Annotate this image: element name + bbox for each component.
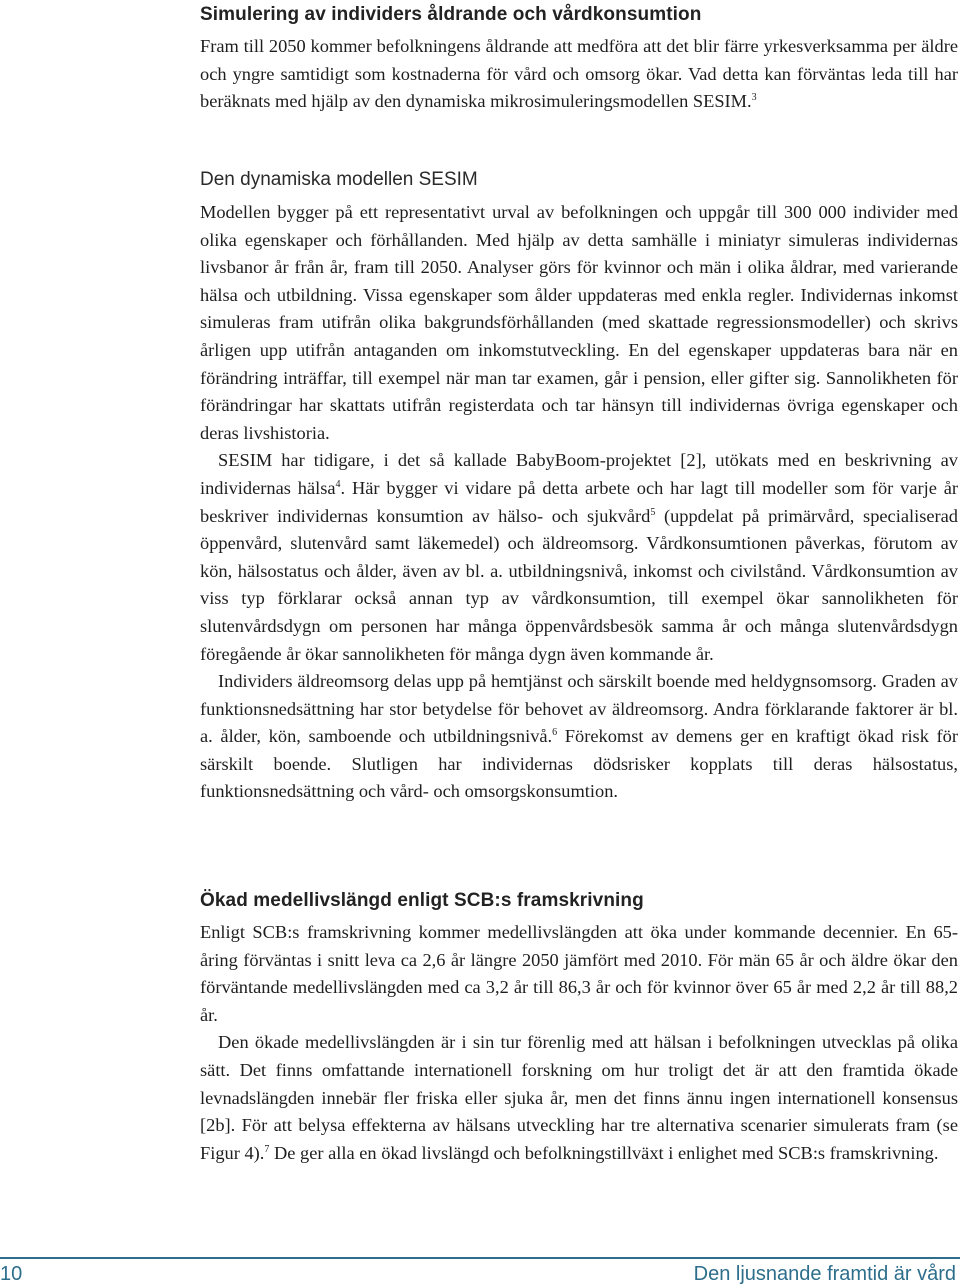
footer-publication-title: Den ljusnande framtid är vård (693, 1263, 956, 1285)
sesim-p3-text-b: Förekomst av demens ger en kraftigt ökad risk för särskilt boende. Slutligen har individernas dödsrisker kopplats till deras hälsostatus, funktionsnedsättning och vård- och omsorgskonsumtion. (200, 726, 959, 802)
sesim-paragraph-1: Modellen bygger på ett representativt urval av befolkningen och uppgår till 300 000 individer med olika egenskaper och förhållanden. Med hjälp av detta samhälle i miniatyr simuleras individernas livsbanor år från år, fram till 2050. Analyser görs för kvinnor och män i olika åldrar, med varierande hälsa och utbildning. Vissa egenskaper som ålder uppdateras med enkla regler. Individernas inkomst simuleras fram utifrån olika bakgrundsförhållanden (med skattade regressionsmodeller) och skrivs årligen upp utifrån antaganden om inkomstutveckling. En del egenskaper uppdateras bara när en förändring inträffar, till exempel när man tar examen, går i pension, eller gifter sig. Sannolikheten för förändringar har skattats utifrån registerdata och tar hänsyn till individernas övriga egenskaper och deras livshistoria. (200, 202, 958, 443)
medellivslangd-paragraph-2 (200, 1029, 958, 1167)
footnote-ref-6: 6 (552, 727, 558, 739)
sesim-p2-text-a: SESIM har tidigare, i det så kallade BabyBoom-projektet [2], utökats med en beskrivning av individernas hälsa (200, 450, 958, 498)
footer-divider (0, 1257, 960, 1259)
section-heading-simulering: Simulering av individers åldrande och vårdkonsumtion (200, 4, 702, 25)
section-heading-medellivslangd: Ökad medellivslängd enligt SCB:s framskrivning (200, 890, 644, 911)
sesim-paragraph-3 (200, 668, 958, 806)
footnote-ref-3: 3 (751, 92, 757, 104)
sesim-section-body (200, 199, 958, 806)
sesim-p3-text-a: Individers äldreomsorg delas upp på hemtjänst och särskilt boende med heldygnsomsorg. Graden av funktionsnedsättning har stor betydelse för behovet av äldreomsorg. Andra förklarande faktorer är bl. a. ålder, kön, samboende och utbildningsnivå. (200, 671, 958, 747)
medellivslangd-section-body (200, 919, 958, 1167)
page-number: 10 (0, 1263, 23, 1285)
subheading-sesim-model: Den dynamiska modellen SESIM (200, 169, 478, 190)
sesim-p2-text-c: (uppdelat på primärvård, specialiserad öppenvård, slutenvård samt läkemedel) och äldreomsorg. Vårdkonsumtionen påverkas, förutom av kön, hälsostatus och ålder, även av bl. a. utbildningsnivå, inkomst och civilstånd. Vårdkonsumtion av viss typ förklarar också annan typ av vårdkonsumtion, till exempel ökar sannolikheten för slutenvårdsdygn om personen har många öppenvårdsbesök samma år och många slutenvårdsdygn föregående år ökar sannolikheten för många dygn även kommande år. (200, 505, 959, 664)
intro-paragraph (200, 33, 958, 116)
sesim-p2-text-b: . Här bygger vi vidare på detta arbete och har lagt till modeller som för varje år beskriver individernas konsumtion av hälso- och sjukvård (200, 477, 959, 526)
medellivslangd-paragraph-1: Enligt SCB:s framskrivning kommer medellivslängden att öka under kommande decennier. En 65-åring förväntas i snitt leva ca 2,6 år längre 2050 jämfört med 2010. För män 65 år och äldre ökar den förväntande medellivslängden med ca 3,2 år till 86,3 år och för kvinnor över 65 år med 2,2 år till 88,2 år. (200, 922, 958, 1025)
footnote-ref-4: 4 (335, 478, 341, 490)
medellivslangd-p2-text-a: Den ökade medellivslängden är i sin tur förenlig med att hälsan i befolkningen utvecklas på olika sätt. Det finns omfattande internationell forskning om hur troligt det är att den framtida ökade levnadslängden innebär fler friska eller sjuka år, men det finns ännu ingen internationell konsensus [2b]. För att belysa effekterna av hälsans utveckling har tre alternativa scenarier simulerats fram (se Figur 4). (200, 1032, 958, 1163)
medellivslangd-p2-text-b: De ger alla en ökad livslängd och befolkningstillväxt i enlighet med SCB:s framskrivning. (269, 1142, 939, 1163)
intro-text: Fram till 2050 kommer befolkningens åldrande att medföra att det blir färre yrkesverksamma per äldre och yngre samtidigt som kostnaderna för vård och omsorg ökar. Vad detta kan förväntas leda till har beräknats med hjälp av den dynamiska mikrosimuleringsmodellen SESIM. (200, 36, 958, 112)
footnote-ref-7: 7 (264, 1143, 270, 1155)
footnote-ref-5: 5 (650, 506, 656, 518)
sesim-paragraph-2 (200, 447, 958, 668)
